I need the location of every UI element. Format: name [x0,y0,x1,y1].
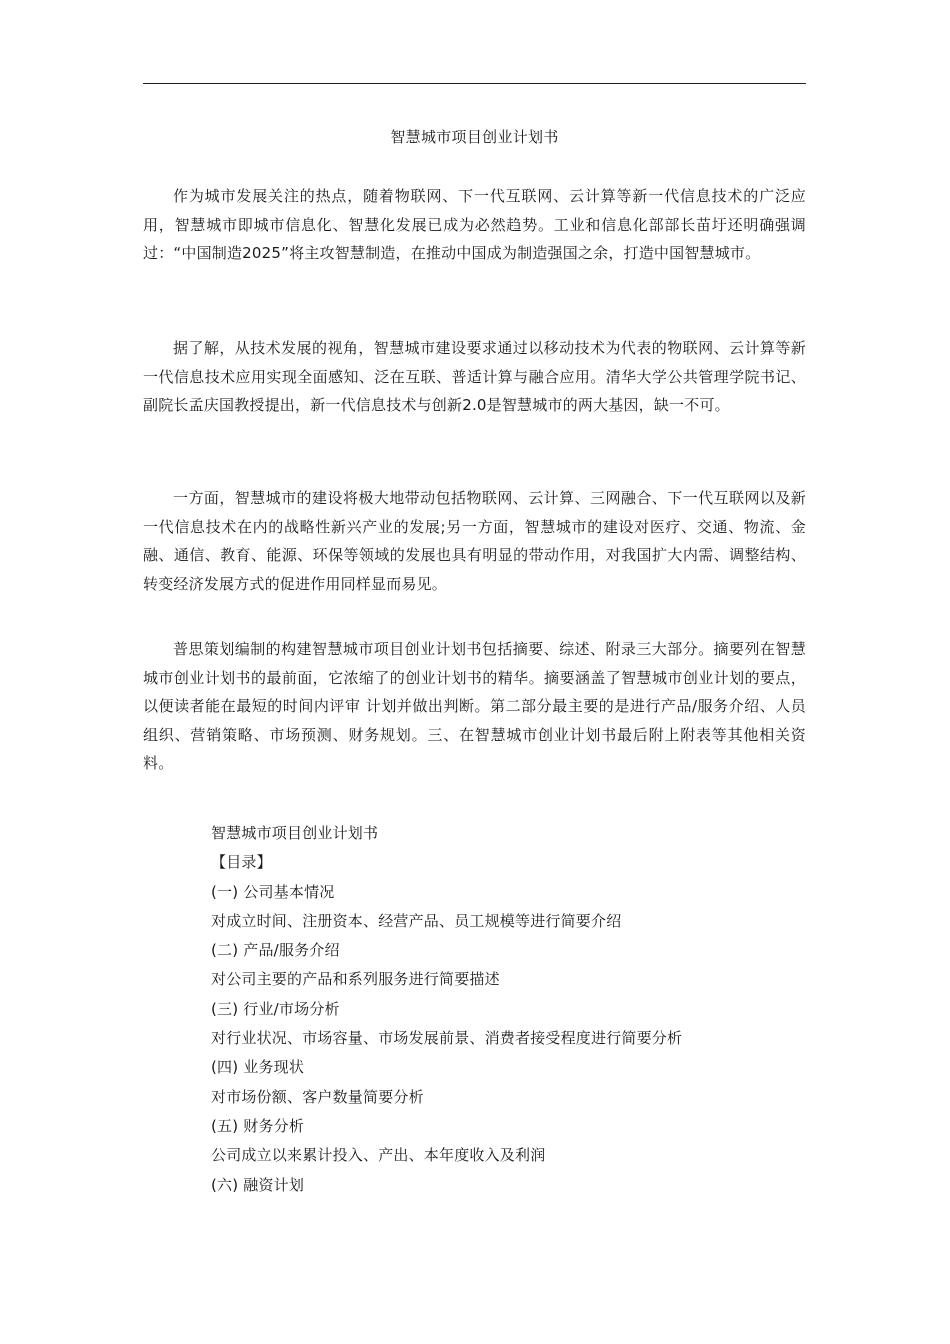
toc-label: 【目录】 [211,853,272,872]
table-of-contents [211,819,806,1200]
toc-section-title: (五) 财务分析 [211,1116,305,1135]
header-rule [143,83,806,84]
body-paragraph: 一方面，智慧城市的建设将极大地带动包括物联网、云计算、三网融合、下一代互联网以及新一代信息技术在内的战略性新兴产业的发展;另一方面，智慧城市的建设对医疗、交通、物流、金融、通信、教育、能源、环保等领域的发展也具有明显的带动作用，对我国扩大内需、调整结构、转变经济发展方式的促进作用同样显而易见。 [143,489,806,593]
toc-section-description: 公司成立以来累计投入、产出、本年度收入及利润 [211,1146,546,1165]
document-title: 智慧城市项目创业计划书 [390,128,559,146]
toc-section-description: 对公司主要的产品和系列服务进行简要描述 [211,970,500,989]
toc-section-description: 对行业状况、市场容量、市场发展前景、消费者接受程度进行简要分析 [211,1029,683,1048]
toc-section-title: (一) 公司基本情况 [211,882,335,901]
toc-section-title: (四) 业务现状 [211,1058,305,1077]
toc-section-description: 对市场份额、客户数量简要分析 [211,1087,424,1106]
body-paragraph: 普思策划编制的构建智慧城市项目创业计划书包括摘要、综述、附录三大部分。摘要列在智慧城市创业计划书的最前面，它浓缩了的创业计划书的精华。摘要涵盖了智慧城市创业计划的要点，以便读者能在最短的时间内评审 计划并做出判断。第二部分最主要的是进行产品/服务介绍、人员组织、营销策略、市场预测、财务规划。三、在智慧城市创业计划书最后附上附表等其他相关资料。 [143,640,806,772]
toc-heading: 智慧城市项目创业计划书 [211,824,379,842]
body-paragraph: 作为城市发展关注的热点，随着物联网、下一代互联网、云计算等新一代信息技术的广泛应用，智慧城市即城市信息化、智慧化发展已成为必然趋势。工业和信息化部部长苗圩还明确强调过：“中国制造2025”将主攻智慧制造，在推动中国成为制造强国之余，打造中国智慧城市。 [143,187,806,262]
toc-section-description: 对成立时间、注册资本、经营产品、员工规模等进行简要介绍 [211,911,622,930]
body-paragraph: 据了解，从技术发展的视角，智慧城市建设要求通过以移动技术为代表的物联网、云计算等新一代信息技术应用实现全面感知、泛在互联、普适计算与融合应用。清华大学公共管理学院书记、副院长孟庆国教授提出，新一代信息技术与创新2.0是智慧城市的两大基因，缺一不可。 [143,339,806,414]
toc-section-title: (三) 行业/市场分析 [211,999,340,1018]
toc-section-title: (六) 融资计划 [211,1175,305,1194]
toc-section-title: (二) 产品/服务介绍 [211,941,340,960]
